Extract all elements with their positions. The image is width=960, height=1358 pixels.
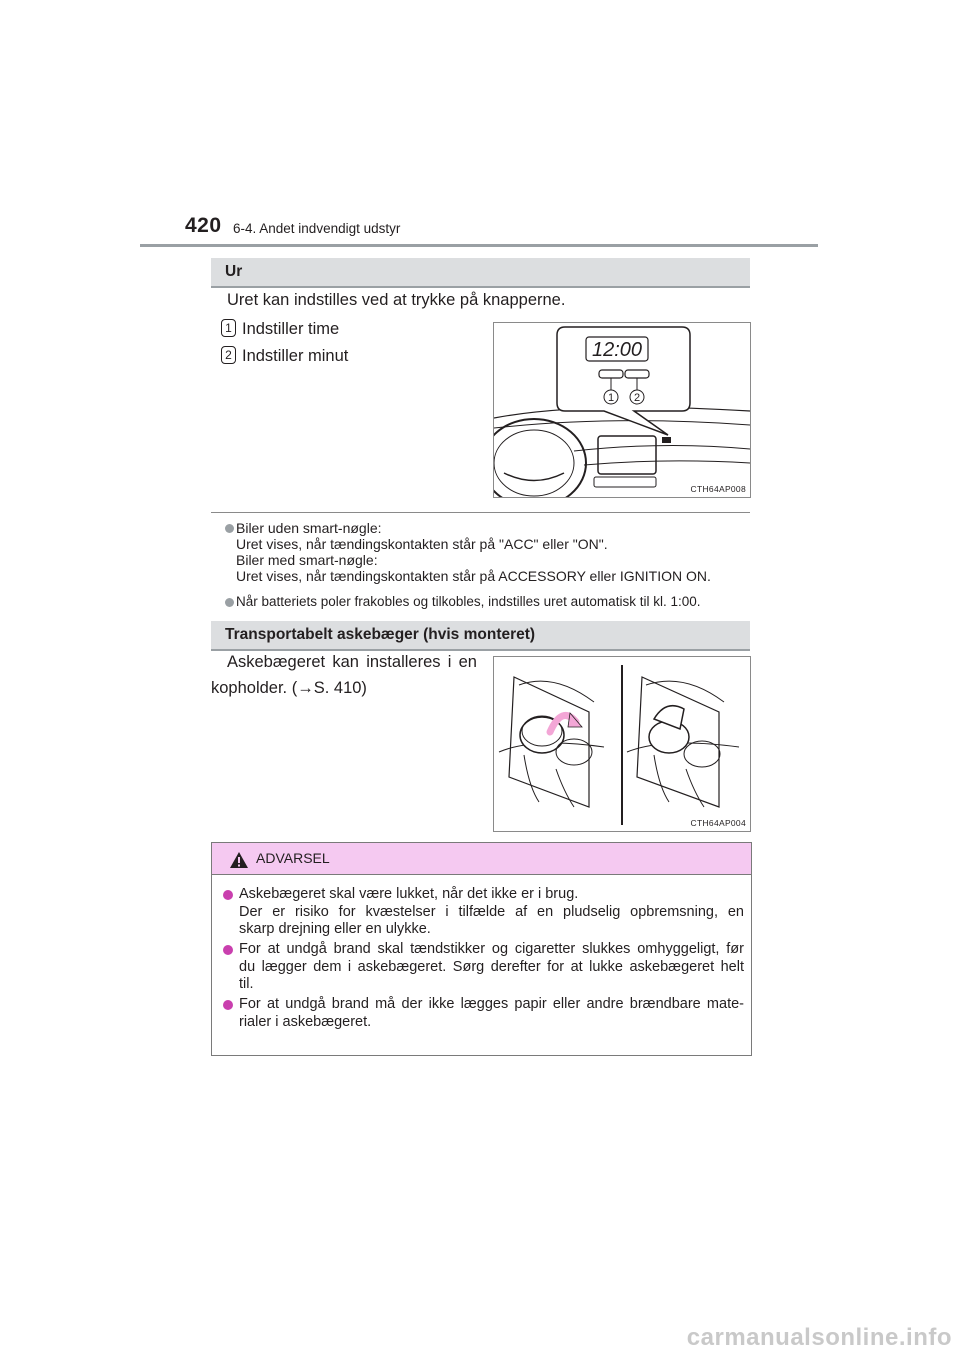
note-line: Uret vises, når tændingskontakten står på "ACC" eller "ON". — [236, 536, 608, 552]
notes-divider — [211, 512, 750, 513]
figure-code: CTH64AP004 — [690, 818, 746, 828]
note-line: Uret vises, når tændingskontakten står på ACCESSORY eller IGNITION ON. — [236, 568, 711, 584]
clock-intro: Uret kan indstilles ved at trykke på knapperne. — [227, 291, 566, 309]
ashtray-text-line-1: Askebægeret kan installeres i en — [227, 653, 477, 671]
callout-number-2: 2 — [633, 392, 641, 404]
dashboard-illustration — [494, 323, 750, 497]
note-line: Biler med smart-nøgle: — [236, 552, 378, 568]
note-item-clock-display — [222, 520, 752, 584]
warning-line: Der er risiko for kvæstelser i tilfælde af en pludselig opbremsning, en — [239, 903, 744, 920]
warning-bullet-icon — [223, 890, 233, 900]
bullet-icon — [225, 598, 234, 607]
figure-code: CTH64AP008 — [690, 484, 746, 494]
warning-line: rialer i askebægeret. — [239, 1013, 372, 1030]
warning-line: du lægger dem i askebægeret. Sørg derefter for at lukke askebægeret helt — [239, 958, 744, 975]
clock-item-hour — [221, 319, 339, 339]
warning-box — [211, 842, 752, 1056]
clock-display-text: 12:00 — [591, 339, 643, 361]
section-title-ashtray: Transportabelt askebæger (hvis monteret) — [225, 626, 536, 643]
warning-line: For at undgå brand må der ikke lægges papir eller andre brændbare mate- — [239, 996, 744, 1012]
section-bar-ashtray — [211, 621, 750, 651]
callout-number-1: 1 — [607, 392, 615, 404]
clock-item-minute — [221, 346, 348, 366]
warning-line: Askebægeret skal være lukket, når det ikke er i brug. — [239, 886, 579, 902]
warning-item — [239, 886, 744, 939]
ashtray-text-line-2: kopholder. (→S. 410) — [211, 679, 367, 697]
warning-line: For at undgå brand skal tændstikker og cigaretter slukkes omhyggeligt, før — [239, 941, 744, 957]
clock-item-label: Indstiller minut — [242, 347, 349, 365]
header-rule — [140, 244, 818, 247]
section-title: 6-4. Andet indvendigt udstyr — [233, 221, 401, 236]
warning-bullet-icon — [223, 1000, 233, 1010]
clock-figure — [493, 322, 751, 498]
page-number: 420 — [185, 214, 222, 237]
note-line: Når batteriets poler frakobles og tilkobles, indstilles uret automatisk til kl. 1:00. — [236, 594, 701, 609]
note-line: Biler uden smart-nøgle: — [236, 520, 382, 536]
bullet-icon — [225, 524, 234, 533]
note-item-battery — [222, 594, 752, 610]
warning-line: til. — [239, 976, 254, 992]
warning-title: ADVARSEL — [256, 850, 330, 866]
cupholder-illustration — [494, 657, 750, 831]
warning-bullet-icon — [223, 945, 233, 955]
warning-header — [212, 843, 751, 875]
item-number-badge: 1 — [221, 319, 236, 337]
warning-triangle-icon — [229, 851, 249, 869]
warning-item — [239, 996, 744, 1031]
section-title-clock: Ur — [225, 263, 243, 280]
section-bar-clock — [211, 258, 750, 288]
watermark: carmanualsonline.info — [686, 1324, 952, 1351]
ashtray-figure — [493, 656, 751, 832]
warning-item — [239, 941, 744, 994]
item-number-badge: 2 — [221, 346, 236, 364]
clock-item-label: Indstiller time — [242, 320, 340, 338]
warning-line: skarp drejning eller en ulykke. — [239, 921, 431, 937]
